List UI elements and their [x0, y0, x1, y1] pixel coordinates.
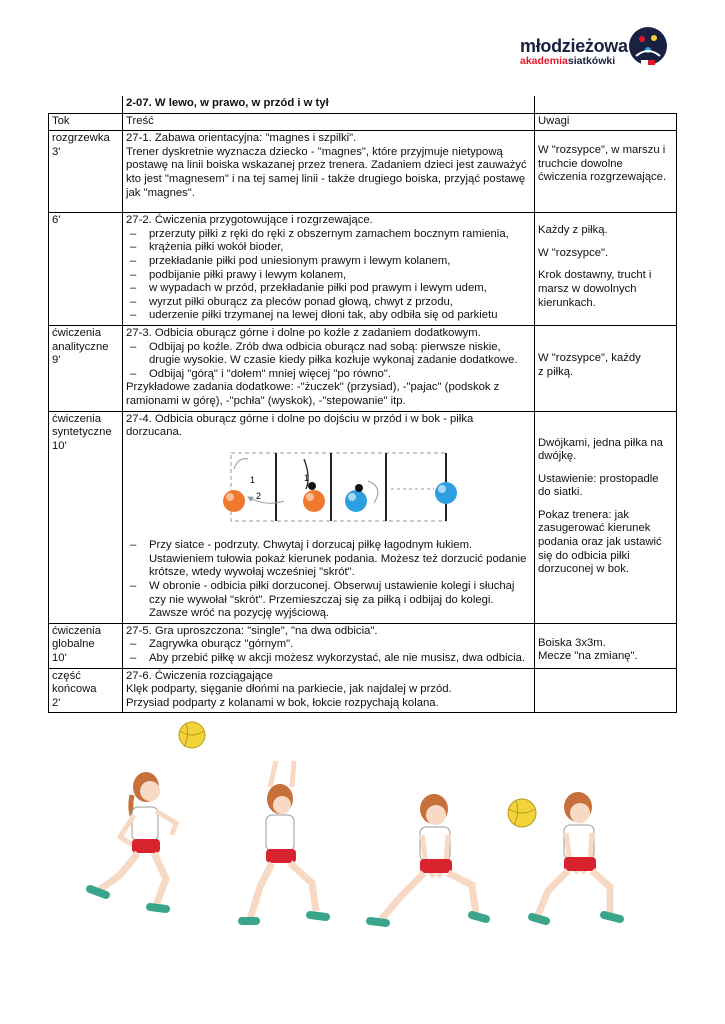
list-item: – Aby przebić piłkę w akcji możesz wykorzystać, ale nie musisz, dwa odbicia. — [126, 652, 531, 666]
table-row — [49, 623, 677, 668]
exercise-list — [126, 228, 531, 323]
diagram-label: 1 — [250, 474, 256, 485]
volleyball-icon — [508, 799, 536, 827]
content-cell — [123, 411, 535, 623]
note: W "rozsypce". — [538, 246, 609, 259]
list-item: – Przy siatce - podrzuty. Chwytaj i dorzucaj piłkę łagodnym łukiem. Ustawieniem tułowia pokaż kierunek podania. Możesz też dorzucić podanie krótsze, wtedy wywołaj wcześniej "skrót". — [126, 539, 531, 580]
header-uwagi: Uwagi — [535, 113, 677, 131]
note: Każdy z piłką. — [538, 224, 608, 237]
player-figure — [532, 792, 620, 921]
table-row — [49, 411, 677, 623]
drill-diagram-svg — [126, 447, 526, 527]
exercise-title: 27-4. Odbicia oburącz górne i dolne po dojściu w przód i w bok - piłka dorzucana. — [126, 412, 474, 439]
table-row — [49, 325, 677, 411]
tok-cell: ćwiczenia syntetyczne 10' — [49, 411, 123, 623]
tok-cell: część końcowa 2' — [49, 668, 123, 713]
drill-diagram — [126, 447, 531, 532]
exercise-title: 27-5. Gra uproszczona: "single", "na dwa odbicia". — [126, 624, 378, 637]
tok-cell: ćwiczenia globalne 10' — [49, 623, 123, 668]
player-ball-icon — [303, 490, 325, 512]
notes-cell — [535, 325, 677, 411]
notes-cell — [535, 623, 677, 668]
list-item: – w wypadach w przód, przekładanie piłki pod prawym i lewym udem, — [126, 282, 531, 296]
list-item: – przerzuty piłki z ręki do ręki z obszernym zamachem bocznym ramienia, — [126, 228, 531, 242]
header-row — [49, 113, 677, 131]
content-cell — [123, 325, 535, 411]
diagram-label: 1 — [304, 472, 310, 483]
exercise-title: 27-1. Zabawa orientacyjna: "magnes i szpilki". — [126, 132, 357, 145]
title-row — [49, 96, 677, 113]
note: Pokaz trenera: jak zasugerować kierunek podania oraz jak ustawić się do odbicia piłki dorzuconej w bok. — [538, 508, 662, 576]
content-cell — [123, 668, 535, 713]
exercise-list — [126, 341, 531, 382]
exercise-text: Przykładowe zadania dodatkowe: -"żuczek" (przysiad), -"pajac" (podskok z ramionami w górę), -"pchła" (wyskok), -"stepowanie" itp. — [126, 381, 500, 407]
note: Ustawienie: prostopadle do siatki. — [538, 472, 659, 499]
notes-cell — [535, 213, 677, 326]
table-row — [49, 131, 677, 213]
table-row — [49, 213, 677, 326]
exercise-text: Klęk podparty, sięganie dłońmi na parkiecie, jak najdalej w przód. — [126, 683, 452, 696]
list-item: – uderzenie piłki trzymanej na lewej dłoni tak, aby odbiła się od parkietu — [126, 309, 531, 323]
exercise-text: Przysiad podparty z kolanami w bok, łokcie rozpychają kolana. — [126, 696, 439, 709]
logo-line2-red: akademia — [520, 55, 568, 67]
notes-cell — [535, 411, 677, 623]
player-figure — [90, 772, 176, 909]
note: Krok dostawny, trucht i marsz w dowolnych kierunkach. — [538, 269, 652, 309]
list-item: – podbijanie piłki prawy i lewym kolanem, — [126, 269, 531, 283]
exercise-list — [126, 539, 531, 621]
note: Boiska 3x3m. — [538, 636, 606, 649]
list-item: – wyrzut piłki oburącz za pleców ponad głową, chwyt z przodu, — [126, 296, 531, 310]
notes-cell — [535, 131, 677, 213]
list-item: – krążenia piłki wokół bioder, — [126, 241, 531, 255]
list-item: – Odbijaj "górą" i "dołem" mniej więcej "po równo". — [126, 368, 531, 382]
logo-line2 — [520, 55, 615, 67]
player-ball-icon — [223, 490, 245, 512]
section-title: 2-07. W lewo, w prawo, w przód i w tył — [123, 96, 535, 113]
list-item: – przekładanie piłki pod uniesionym prawym i lewym kolanem, — [126, 255, 531, 269]
player-ball-icon — [345, 490, 367, 512]
list-item: – W obronie - odbicia piłki dorzuconej. Obserwuj ustawienie kolegi i słuchaj czy nie wywołał "skrót". Przemieszczaj się za piłką i odbijaj do kolegi. Zawsze wróć na pozycję wyjściową. — [126, 580, 531, 621]
logo — [520, 26, 670, 70]
header-tok: Tok — [49, 113, 123, 131]
tok-cell: 6' — [49, 213, 123, 326]
content-cell — [123, 213, 535, 326]
notes-cell — [535, 668, 677, 713]
logo-line2-navy: siatkówki — [567, 55, 616, 67]
volleyball-players-illustration — [80, 715, 680, 945]
diagram-label: 2 — [256, 490, 262, 501]
logo-line1: młodzieżowa — [520, 36, 628, 56]
player-ball-icon — [435, 482, 457, 504]
player-figure — [242, 761, 326, 921]
note: Dwójkami, jedna piłka na dwójkę. — [538, 436, 663, 463]
tok-cell: rozgrzewka 3' — [49, 131, 123, 213]
exercise-title: 27-6. Ćwiczenia rozciągające — [126, 669, 273, 682]
exercise-list — [126, 638, 531, 665]
content-cell — [123, 623, 535, 668]
note: Mecze "na zmianę". — [538, 650, 638, 663]
ball-icon — [355, 484, 363, 492]
player-figure — [370, 794, 486, 923]
header-tresc: Treść — [123, 113, 535, 131]
note: W "rozsypce", w marszu i truchcie dowolne ćwiczenia rozgrzewające. — [538, 144, 667, 184]
lesson-plan-table — [48, 96, 677, 713]
content-cell — [123, 131, 535, 213]
exercise-text: Trener dyskretnie wyznacza dziecko - "magnes", które przyjmuje nietypową postawę na linii boiska wskazanej przez trenera. Zadaniem dzieci jest zauważyć kto jest "magnesem" i na tej samej linii - także drugiego boiska, przyjąć postawę jak "magnes". — [126, 145, 527, 199]
illustration-strip — [80, 715, 680, 945]
list-item: – Zagrywka oburącz "górnym". — [126, 638, 531, 652]
logo-emblem-icon — [628, 26, 668, 66]
volleyball-icon — [179, 722, 205, 748]
exercise-title: 27-3. Odbicia oburącz górne i dolne po koźle z zadaniem dodatkowym. — [126, 326, 481, 339]
tok-cell: ćwiczenia analityczne 9' — [49, 325, 123, 411]
exercise-title: 27-2. Ćwiczenia przygotowujące i rozgrzewające. — [126, 214, 373, 227]
ball-icon — [308, 482, 316, 490]
list-item: – Odbijaj po koźle. Zrób dwa odbicia oburącz nad sobą: pierwsze niskie, drugie wysokie. W czasie kiedy piłka kozłuje wykonaj zadanie dodatkowe. — [126, 341, 531, 368]
note: W "rozsypce", każdy z piłką. — [538, 351, 641, 378]
table-row — [49, 668, 677, 713]
